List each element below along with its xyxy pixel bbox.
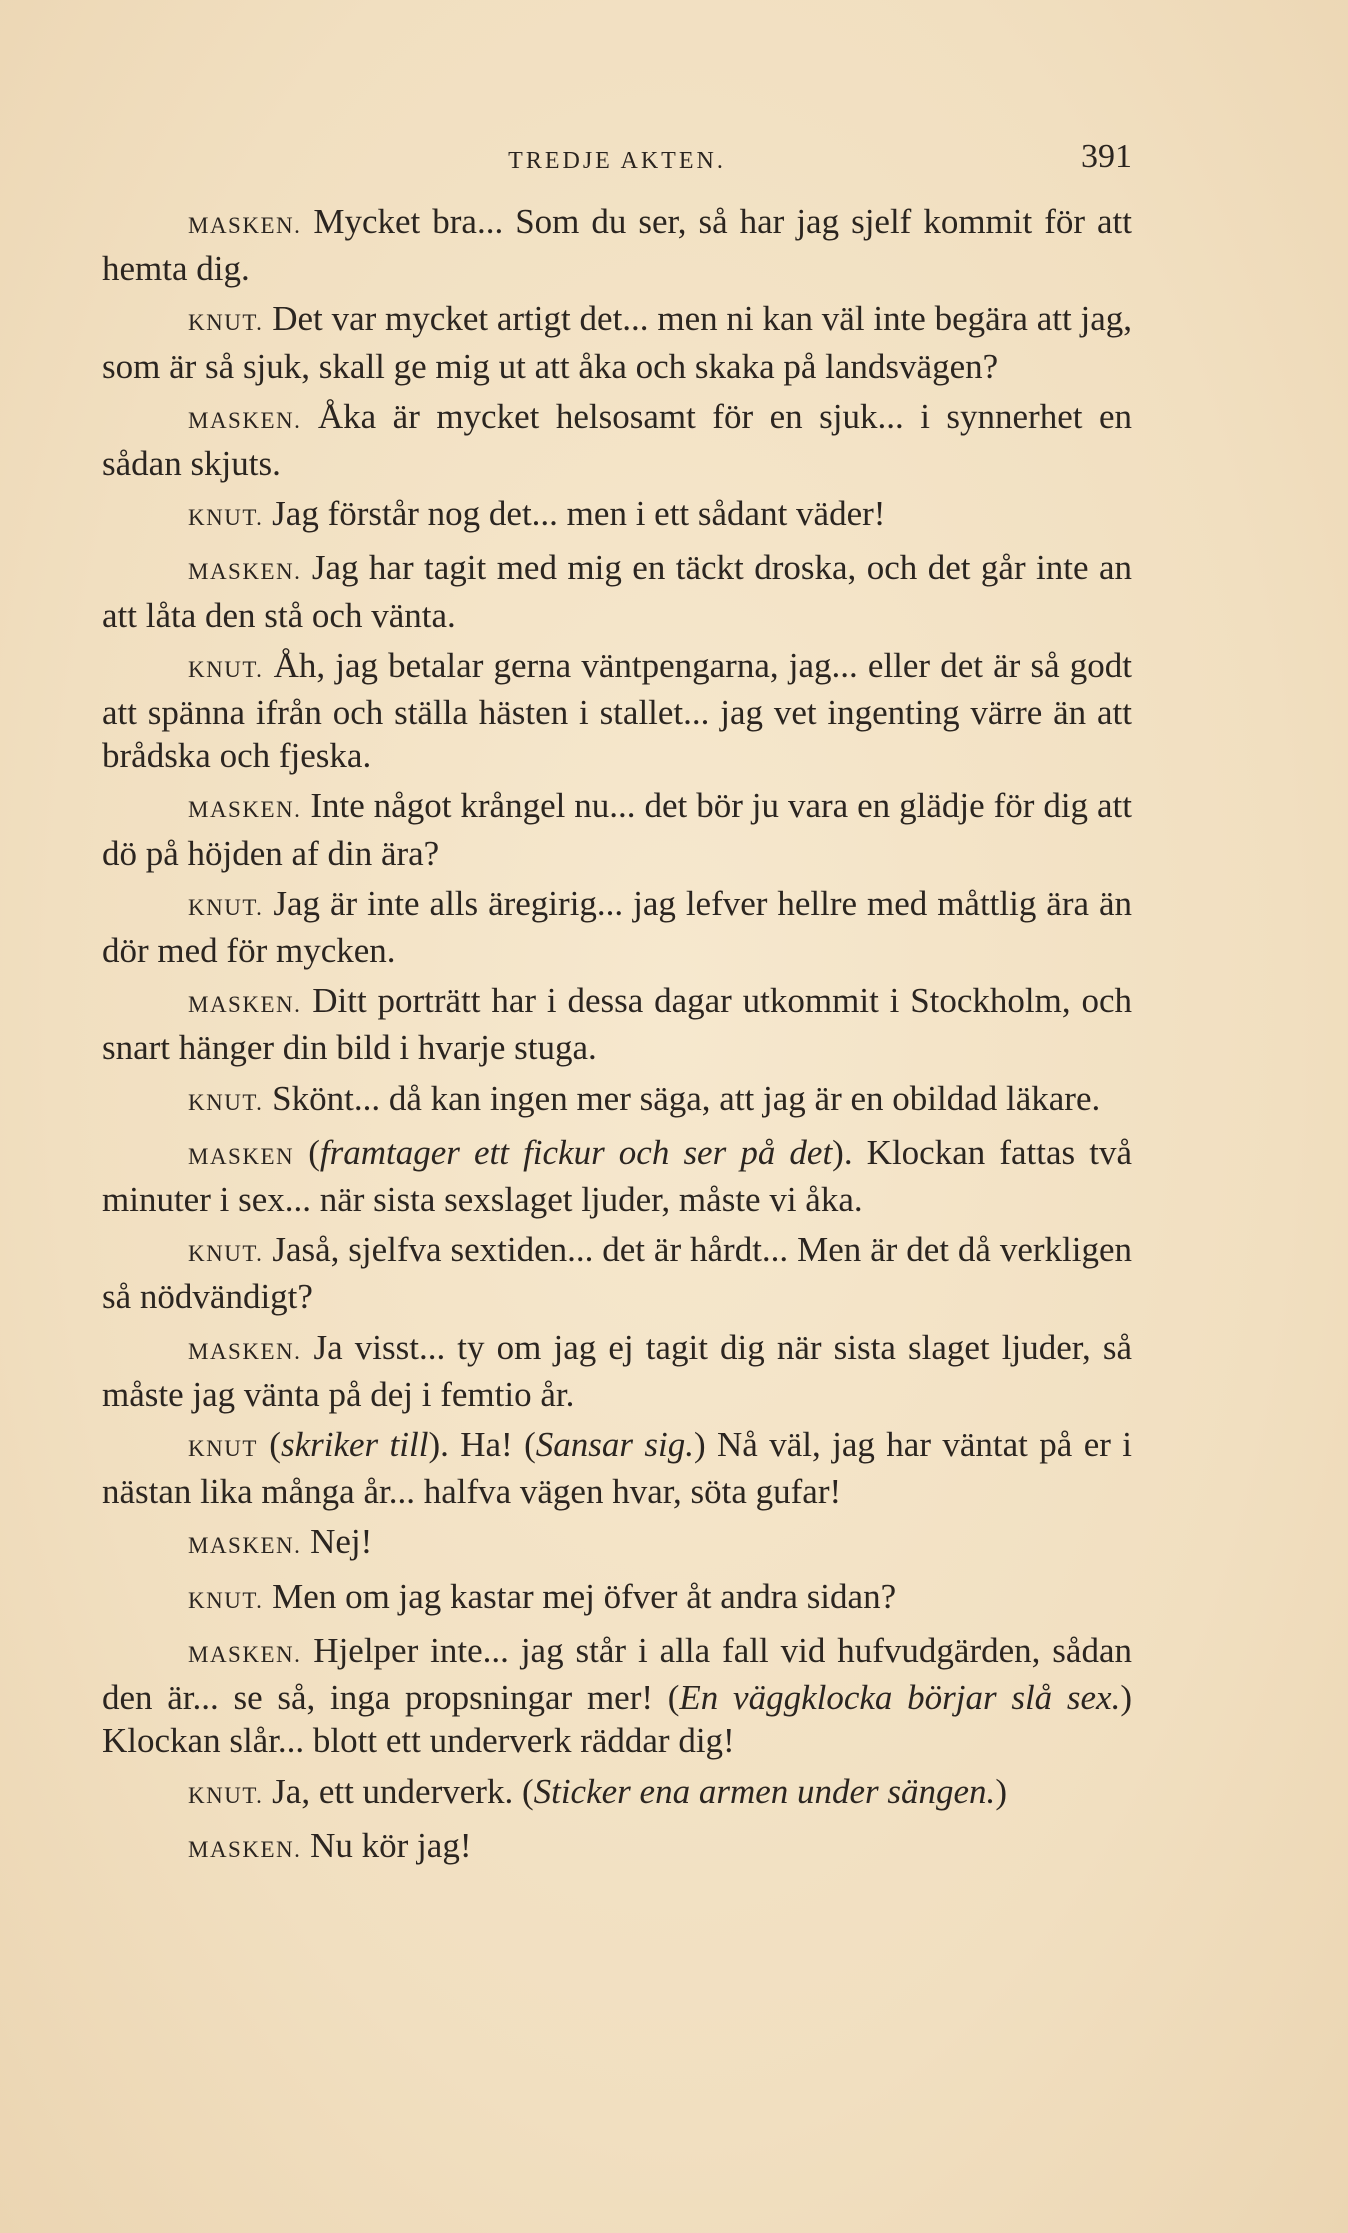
dialogue-text: Ja visst... ty om jag ej tagit dig när sista slaget ljuder, så måste jag vänta på dej i femtio år. <box>102 1327 1132 1414</box>
dialogue-paragraph <box>102 1423 1132 1513</box>
dialogue-text: Ja, ett underverk. ( <box>263 1771 534 1811</box>
page-number: 391 <box>1081 138 1132 175</box>
speaker-name: MASKEN. <box>188 213 302 238</box>
play-text <box>102 200 1132 1878</box>
dialogue-text: ) <box>995 1771 1007 1811</box>
speaker-name: MASKEN. <box>188 407 302 433</box>
dialogue-paragraph <box>102 1077 1132 1124</box>
speaker-name: MASKEN. <box>188 1533 302 1559</box>
running-head <box>102 138 1132 188</box>
stage-direction: skriker till <box>280 1425 429 1465</box>
dialogue-paragraph <box>102 395 1132 485</box>
dialogue-text: ( <box>257 1425 281 1465</box>
speaker-name: MASKEN. <box>188 559 302 585</box>
dialogue-paragraph <box>102 784 1132 874</box>
dialogue-text: Hjelper inte... jag står i alla fall vid hufvudgärden, sådan den är... se så, inga propsningar mer! ( <box>102 1630 1132 1718</box>
speaker-name: MASKEN <box>188 1143 295 1169</box>
dialogue-text: ). Klockan fattas två minuter i sex... när sista sexslaget ljuder, måste vi åka. <box>102 1132 1132 1220</box>
dialogue-paragraph <box>102 1131 1132 1221</box>
dialogue-paragraph <box>102 492 1132 539</box>
speaker-name: MASKEN. <box>188 1836 302 1862</box>
dialogue-text: Åh, jag betalar gerna väntpengarna, jag... eller det är så godt att spänna ifrån och ställa hästen i stallet... jag vet ingenting värre än att brådska och fjeska. <box>102 645 1132 776</box>
dialogue-text: Men om jag kastar mej öfver åt andra sidan? <box>263 1576 897 1616</box>
speaker-name: MASKEN. <box>188 1338 302 1364</box>
dialogue-paragraph <box>102 1520 1132 1567</box>
stage-direction: Sansar sig. <box>535 1425 694 1465</box>
dialogue-paragraph <box>102 546 1132 636</box>
speaker-name: KNUT. <box>188 505 264 531</box>
dialogue-paragraph <box>102 1770 1132 1817</box>
speaker-name: KNUT. <box>188 656 264 682</box>
dialogue-paragraph <box>102 1575 1132 1622</box>
dialogue-text: Jag har tagit med mig en täckt droska, och det går inte an att låta den stå och vänta. <box>102 548 1132 635</box>
speaker-name: KNUT. <box>188 1089 264 1115</box>
stage-direction: En väggklocka börjar slå sex. <box>679 1678 1121 1718</box>
dialogue-paragraph <box>102 1228 1132 1318</box>
stage-direction: Sticker ena armen under sängen. <box>533 1771 996 1811</box>
dialogue-text: Jaså, sjelfva sextiden... det är hårdt... Men är det då verkligen så nödvändigt? <box>102 1230 1132 1317</box>
dialogue-paragraph <box>102 1326 1132 1416</box>
dialogue-text: Nu kör jag! <box>301 1825 472 1865</box>
dialogue-text: Åka är mycket helsosamt för en sjuk... i synnerhet en sådan skjuts. <box>102 396 1132 484</box>
speaker-name: MASKEN. <box>188 1641 302 1667</box>
dialogue-paragraph <box>102 1824 1132 1871</box>
dialogue-text: ) Klockan slår... blott ett underverk räddar dig! <box>102 1678 1133 1761</box>
dialogue-text: Jag är inte alls äregirig... jag lefver hellre med måttlig ära än dör med för mycken. <box>102 883 1132 971</box>
dialogue-paragraph <box>102 644 1132 778</box>
dialogue-text: Mycket bra... Som du ser, så har jag sjelf kommit för att hemta dig. <box>102 202 1132 289</box>
dialogue-paragraph <box>102 1629 1132 1763</box>
speaker-name: KNUT. <box>188 894 264 920</box>
speaker-name: MASKEN. <box>188 992 302 1018</box>
dialogue-text: ) Nå väl, jag har väntat på er i nästan lika många år... halfva vägen hvar, söta gufar! <box>102 1425 1133 1512</box>
speaker-name: KNUT. <box>188 310 264 336</box>
speaker-name: KNUT. <box>188 1241 264 1267</box>
dialogue-text: Nej! <box>301 1522 373 1562</box>
running-title: TREDJE AKTEN. <box>508 148 726 174</box>
dialogue-text: Det var mycket artigt det... men ni kan väl inte begära att jag, som är så sjuk, skall ge mig ut att åka och skaka på landsvägen? <box>102 299 1132 386</box>
dialogue-text: Ditt porträtt har i dessa dagar utkommit i Stockholm, och snart hänger din bild i hvarje stuga. <box>102 981 1132 1068</box>
dialogue-paragraph <box>102 297 1132 387</box>
dialogue-text: ( <box>294 1132 320 1172</box>
speaker-name: KNUT. <box>188 1782 264 1808</box>
dialogue-paragraph <box>102 979 1132 1069</box>
dialogue-paragraph <box>102 882 1132 972</box>
stage-direction: framtager ett fickur och ser på det <box>319 1132 833 1172</box>
dialogue-text: Skönt... då kan ingen mer säga, att jag är en obildad läkare. <box>263 1078 1101 1118</box>
dialogue-text: ). Ha! ( <box>428 1425 536 1465</box>
speaker-name: KNUT. <box>188 1587 264 1613</box>
dialogue-text: Inte något krångel nu... det bör ju vara en glädje för dig att dö på höjden af din ära? <box>102 786 1132 873</box>
speaker-name: KNUT <box>188 1436 258 1462</box>
speaker-name: MASKEN. <box>188 797 302 823</box>
dialogue-paragraph <box>102 200 1132 290</box>
dialogue-text: Jag förstår nog det... men i ett sådant väder! <box>263 494 886 534</box>
